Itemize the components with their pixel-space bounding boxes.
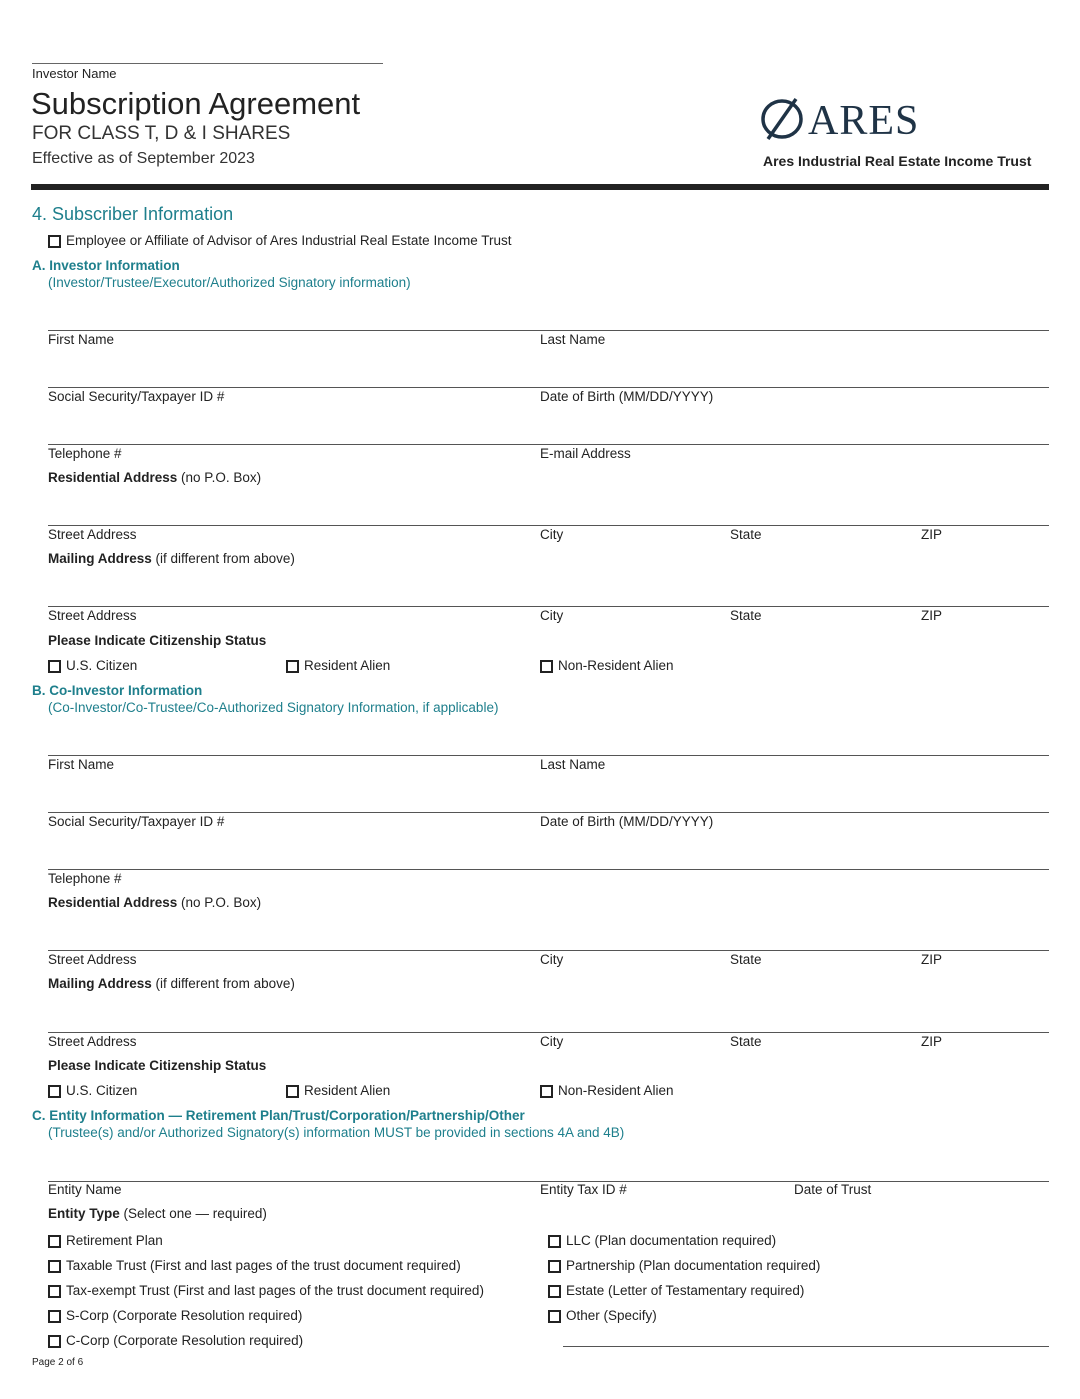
a-us-citizen-label: U.S. Citizen <box>66 658 138 673</box>
a-ssn-label: Social Security/Taxpayer ID # <box>48 389 225 404</box>
investor-name-label: Investor Name <box>32 66 117 81</box>
c-date-of-trust-label: Date of Trust <box>794 1182 872 1197</box>
a-state-label: State <box>730 527 762 542</box>
section-a-title: A. Investor Information <box>32 258 180 273</box>
a-mailing-city-label: City <box>540 608 564 623</box>
a-mailing-note: (if different from above) <box>151 551 295 566</box>
section-c-subtitle: (Trustee(s) and/or Authorized Signatory(s) information MUST be provided in sections 4A and 4B) <box>48 1125 625 1140</box>
section-c-title: C. Entity Information — Retirement Plan/Trust/Corporation/Partnership/Other <box>32 1108 525 1123</box>
a-city-label: City <box>540 527 564 542</box>
a-last-name-label: Last Name <box>540 332 606 347</box>
a-resident-alien-checkbox[interactable] <box>286 660 299 673</box>
a-mailing-line[interactable] <box>48 606 1049 607</box>
b-non-resident-alien-label: Non-Resident Alien <box>558 1083 674 1098</box>
b-resident-alien-label: Resident Alien <box>304 1083 391 1098</box>
b-mailing-zip-label: ZIP <box>921 1034 943 1049</box>
page-subtitle: FOR CLASS T, D & I SHARES <box>32 123 291 144</box>
c-estate-label: Estate (Letter of Testamentary required) <box>566 1283 805 1298</box>
a-first-name-label: First Name <box>48 332 115 347</box>
c-entity-type-note: (Select one — required) <box>119 1206 267 1221</box>
section-b-title: B. Co-Investor Information <box>32 683 203 698</box>
b-mailing-note: (if different from above) <box>151 976 295 991</box>
logo-text: ARES <box>808 98 920 144</box>
b-mailing-label: Mailing Address <box>48 976 152 991</box>
c-s-corp-label: S-Corp (Corporate Resolution required) <box>66 1308 303 1323</box>
b-residential-heading <box>48 895 261 910</box>
c-llc-checkbox[interactable] <box>548 1235 561 1248</box>
c-entity-type-label: Entity Type <box>48 1206 120 1221</box>
a-zip-label: ZIP <box>921 527 943 542</box>
b-non-resident-alien-checkbox[interactable] <box>540 1085 553 1098</box>
c-c-corp-checkbox[interactable] <box>48 1335 61 1348</box>
b-mailing-city-label: City <box>540 1034 564 1049</box>
a-phone-line[interactable] <box>48 444 1049 445</box>
b-ssn-label: Social Security/Taxpayer ID # <box>48 814 225 829</box>
b-telephone-label: Telephone # <box>48 871 122 886</box>
c-tax-exempt-trust-checkbox[interactable] <box>48 1285 61 1298</box>
b-first-name-label: First Name <box>48 757 115 772</box>
a-residential-label: Residential Address <box>48 470 178 485</box>
b-residential-label: Residential Address <box>48 895 178 910</box>
a-resident-alien-label: Resident Alien <box>304 658 391 673</box>
investor-name-line[interactable] <box>32 63 383 64</box>
b-residential-note: (no P.O. Box) <box>177 895 262 910</box>
a-mailing-zip-label: ZIP <box>921 608 943 623</box>
b-dob-label: Date of Birth (MM/DD/YYYY) <box>540 814 714 829</box>
company-name: Ares Industrial Real Estate Income Trust <box>763 153 1032 169</box>
c-retirement-plan-checkbox[interactable] <box>48 1235 61 1248</box>
page-title: Subscription Agreement <box>31 86 361 121</box>
effective-date: Effective as of September 2023 <box>32 150 255 167</box>
b-name-line[interactable] <box>48 755 1049 756</box>
b-citizenship-label: Please Indicate Citizenship Status <box>48 1058 267 1073</box>
c-estate-checkbox[interactable] <box>548 1285 561 1298</box>
a-residential-heading <box>48 470 261 485</box>
employee-checkbox-label: Employee or Affiliate of Advisor of Ares Industrial Real Estate Income Trust <box>66 233 512 248</box>
c-partnership-checkbox[interactable] <box>548 1260 561 1273</box>
b-us-citizen-label: U.S. Citizen <box>66 1083 138 1098</box>
b-resident-alien-checkbox[interactable] <box>286 1085 299 1098</box>
a-mailing-label: Mailing Address <box>48 551 152 566</box>
a-email-label: E-mail Address <box>540 446 631 461</box>
a-name-line[interactable] <box>48 330 1049 331</box>
a-telephone-label: Telephone # <box>48 446 122 461</box>
a-mailing-street-label: Street Address <box>48 608 137 623</box>
b-residential-line[interactable] <box>48 950 1049 951</box>
b-mailing-state-label: State <box>730 1034 762 1049</box>
a-non-resident-alien-checkbox[interactable] <box>540 660 553 673</box>
a-residential-line[interactable] <box>48 525 1049 526</box>
header-divider <box>31 184 1049 190</box>
c-llc-label: LLC (Plan documentation required) <box>566 1233 777 1248</box>
b-zip-label: ZIP <box>921 952 943 967</box>
b-state-label: State <box>730 952 762 967</box>
c-entity-tax-id-label: Entity Tax ID # <box>540 1182 627 1197</box>
c-other-checkbox[interactable] <box>548 1310 561 1323</box>
employee-checkbox[interactable] <box>48 235 61 248</box>
c-other-specify-line[interactable] <box>563 1346 1049 1347</box>
ares-logo-icon <box>760 95 806 143</box>
section-4-title: 4. Subscriber Information <box>32 204 234 224</box>
a-residential-note: (no P.O. Box) <box>177 470 262 485</box>
c-c-corp-label: C-Corp (Corporate Resolution required) <box>66 1333 304 1348</box>
c-tax-exempt-trust-label: Tax-exempt Trust (First and last pages of the trust document required) <box>66 1283 484 1298</box>
a-mailing-state-label: State <box>730 608 762 623</box>
b-street-label: Street Address <box>48 952 137 967</box>
a-citizenship-label: Please Indicate Citizenship Status <box>48 633 267 648</box>
b-city-label: City <box>540 952 564 967</box>
a-non-resident-alien-label: Non-Resident Alien <box>558 658 674 673</box>
c-taxable-trust-label: Taxable Trust (First and last pages of the trust document required) <box>66 1258 461 1273</box>
a-dob-label: Date of Birth (MM/DD/YYYY) <box>540 389 714 404</box>
c-taxable-trust-checkbox[interactable] <box>48 1260 61 1273</box>
section-a-subtitle: (Investor/Trustee/Executor/Authorized Signatory information) <box>48 275 411 290</box>
page-number: Page 2 of 6 <box>32 1357 84 1368</box>
ares-logo <box>760 95 920 145</box>
b-ssn-line[interactable] <box>48 812 1049 813</box>
a-ssn-line[interactable] <box>48 387 1049 388</box>
b-us-citizen-checkbox[interactable] <box>48 1085 61 1098</box>
c-entity-type-heading <box>48 1206 267 1221</box>
b-mailing-heading <box>48 976 295 991</box>
b-phone-line[interactable] <box>48 869 1049 870</box>
a-street-label: Street Address <box>48 527 137 542</box>
c-partnership-label: Partnership (Plan documentation required) <box>566 1258 821 1273</box>
b-last-name-label: Last Name <box>540 757 606 772</box>
b-mailing-street-label: Street Address <box>48 1034 137 1049</box>
a-mailing-heading <box>48 551 295 566</box>
b-mailing-line[interactable] <box>48 1032 1049 1033</box>
c-s-corp-checkbox[interactable] <box>48 1310 61 1323</box>
c-entity-name-label: Entity Name <box>48 1182 122 1197</box>
a-us-citizen-checkbox[interactable] <box>48 660 61 673</box>
c-other-label: Other (Specify) <box>566 1308 657 1323</box>
section-b-subtitle: (Co-Investor/Co-Trustee/Co-Authorized Signatory Information, if applicable) <box>48 700 499 715</box>
c-retirement-plan-label: Retirement Plan <box>66 1233 163 1248</box>
